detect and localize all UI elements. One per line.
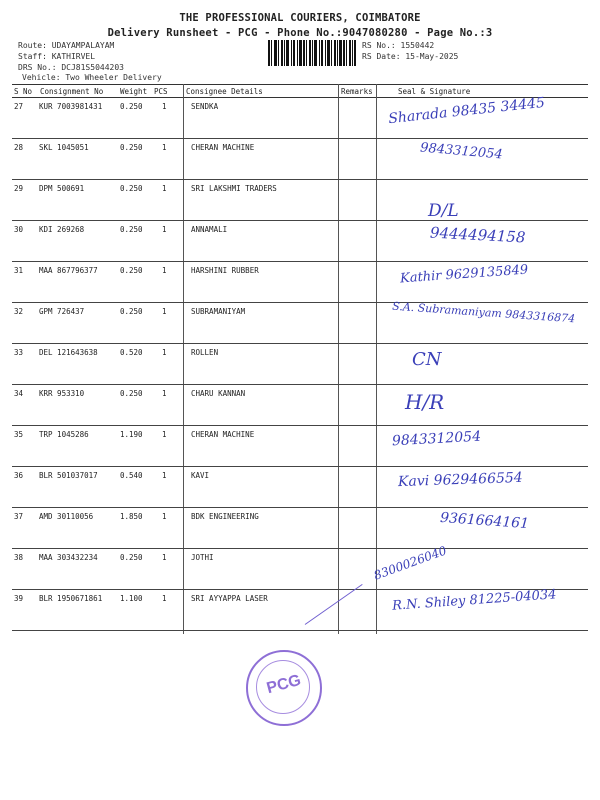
- cell-weight: 0.250: [120, 225, 143, 234]
- cell-weight: 1.190: [120, 430, 143, 439]
- table-row: [12, 543, 588, 590]
- table-row: [12, 138, 588, 180]
- cell-weight: 0.540: [120, 471, 143, 480]
- cell-pcs: 1: [162, 266, 167, 275]
- cell-consignment: GPM 726437: [39, 307, 85, 316]
- table-row: [12, 466, 588, 508]
- cell-sno: 31: [14, 266, 24, 275]
- handwritten-signature: CN: [412, 349, 442, 370]
- cell-sno: 32: [14, 307, 24, 316]
- table-row: [12, 179, 588, 221]
- cell-sno: 30: [14, 225, 24, 234]
- cell-pcs: 1: [162, 225, 167, 234]
- route-label: Route: UDAYAMPALAYAM: [18, 41, 115, 50]
- cell-sno: 37: [14, 512, 24, 521]
- cell-pcs: 1: [162, 184, 167, 193]
- cell-consignee: KAVI: [191, 471, 210, 480]
- vehicle-label: Vehicle: Two Wheeler Delivery: [22, 73, 162, 82]
- cell-consignee: SRI LAKSHMI TRADERS: [191, 184, 277, 193]
- rs-date: RS Date: 15-May-2025: [362, 52, 459, 61]
- col-pcs: PCS: [154, 87, 168, 96]
- cell-consignment: TRP 1045286: [39, 430, 89, 439]
- table-row: [12, 220, 588, 262]
- cell-consignment: KUR 7003981431: [39, 102, 103, 111]
- handwritten-signature: D/L: [428, 201, 459, 221]
- col-sno: S No: [14, 87, 33, 96]
- handwritten-signature: Kathir 9629135849: [399, 262, 529, 287]
- col-consignment: Consignment No: [40, 87, 104, 96]
- cell-sno: 33: [14, 348, 24, 357]
- cell-weight: 0.250: [120, 143, 143, 152]
- staff-label: Staff: KATHIRVEL: [18, 52, 96, 61]
- company-title: THE PROFESSIONAL COURIERS, COIMBATORE: [179, 12, 421, 24]
- cell-consignee: CHARU KANNAN: [191, 389, 246, 398]
- cell-weight: 0.250: [120, 307, 143, 316]
- cell-weight: 0.250: [120, 102, 143, 111]
- handwritten-signature: R.N. Shiley 81225-04034: [391, 587, 557, 614]
- col-weight: Weight: [120, 87, 148, 96]
- col-consignee: Consignee Details: [186, 87, 263, 96]
- cell-pcs: 1: [162, 553, 167, 562]
- cell-consignee: SUBRAMANIYAM: [191, 307, 246, 316]
- cell-consignment: SKL 1045051: [39, 143, 89, 152]
- cell-sno: 34: [14, 389, 24, 398]
- table-row: [12, 299, 588, 344]
- handwritten-signature: 8300026040: [371, 543, 449, 583]
- table-row: [12, 507, 588, 549]
- cell-consignee: CHERAN MACHINE: [191, 430, 255, 439]
- cell-consignee: CHERAN MACHINE: [191, 143, 255, 152]
- cell-consignment: BLR 501037017: [39, 471, 98, 480]
- cell-consignment: DEL 121643638: [39, 348, 98, 357]
- cell-consignee: ANNAMALI: [191, 225, 228, 234]
- cell-sno: 27: [14, 102, 24, 111]
- handwritten-signature: Sharada 98435 34445: [387, 94, 546, 128]
- cell-pcs: 1: [162, 307, 167, 316]
- cell-consignee: SENDKA: [191, 102, 219, 111]
- cell-weight: 0.250: [120, 184, 143, 193]
- cell-consignment: MAA 867796377: [39, 266, 98, 275]
- cell-pcs: 1: [162, 143, 167, 152]
- stamp-text: PCG: [264, 671, 303, 698]
- cell-consignee: ROLLEN: [191, 348, 219, 357]
- cell-sno: 29: [14, 184, 24, 193]
- cell-sno: 39: [14, 594, 24, 603]
- cell-sno: 36: [14, 471, 24, 480]
- cell-sno: 28: [14, 143, 24, 152]
- cell-weight: 0.250: [120, 553, 143, 562]
- cell-consignee: SRI AYYAPPA LASER: [191, 594, 268, 603]
- col-remarks: Remarks: [341, 87, 373, 96]
- cell-pcs: 1: [162, 594, 167, 603]
- table-row: [12, 261, 588, 303]
- table-row: [12, 589, 588, 631]
- cell-consignment: BLR 1950671861: [39, 594, 103, 603]
- cell-pcs: 1: [162, 471, 167, 480]
- cell-pcs: 1: [162, 102, 167, 111]
- cell-consignment: MAA 303432234: [39, 553, 98, 562]
- pcg-stamp: [246, 650, 322, 726]
- col-seal: Seal & Signature: [398, 87, 471, 96]
- rs-number: RS No.: 1550442: [362, 41, 435, 50]
- cell-weight: 0.520: [120, 348, 143, 357]
- cell-consignee: HARSHINI RUBBER: [191, 266, 259, 275]
- handwritten-signature: Kavi 9629466554: [397, 469, 523, 491]
- cell-weight: 0.250: [120, 389, 143, 398]
- runsheet-subtitle: Delivery Runsheet - PCG - Phone No.:9047080280 - Page No.:3: [107, 27, 493, 39]
- handwritten-signature: 9361664161: [439, 509, 530, 533]
- cell-pcs: 1: [162, 348, 167, 357]
- cell-pcs: 1: [162, 430, 167, 439]
- handwritten-signature: 9843312054: [419, 140, 504, 163]
- cell-sno: 35: [14, 430, 24, 439]
- cell-pcs: 1: [162, 512, 167, 521]
- cell-consignment: KRR 953310: [39, 389, 85, 398]
- drs-label: DRS No.: DCJ81S5044203: [18, 63, 124, 72]
- cell-consignee: BDK ENGINEERING: [191, 512, 259, 521]
- cell-weight: 1.100: [120, 594, 143, 603]
- cell-consignment: AMD 30110056: [39, 512, 94, 521]
- cell-weight: 0.250: [120, 266, 143, 275]
- table-row: [12, 425, 588, 467]
- table-row: [12, 94, 588, 139]
- cell-consignment: DPM 500691: [39, 184, 85, 193]
- cell-consignment: KDI 269268: [39, 225, 85, 234]
- handwritten-signature: H/R: [405, 390, 445, 414]
- table-row: [12, 384, 588, 426]
- cell-weight: 1.850: [120, 512, 143, 521]
- handwritten-signature: 9444494158: [429, 223, 526, 247]
- handwritten-signature: 9843312054: [391, 428, 482, 450]
- cell-pcs: 1: [162, 389, 167, 398]
- cell-consignee: JOTHI: [191, 553, 214, 562]
- barcode-icon: [268, 40, 356, 66]
- table-row: [12, 343, 588, 385]
- cell-sno: 38: [14, 553, 24, 562]
- header-top-rule: [12, 84, 588, 85]
- handwritten-signature: S.A. Subramaniyam 9843316874: [391, 299, 576, 326]
